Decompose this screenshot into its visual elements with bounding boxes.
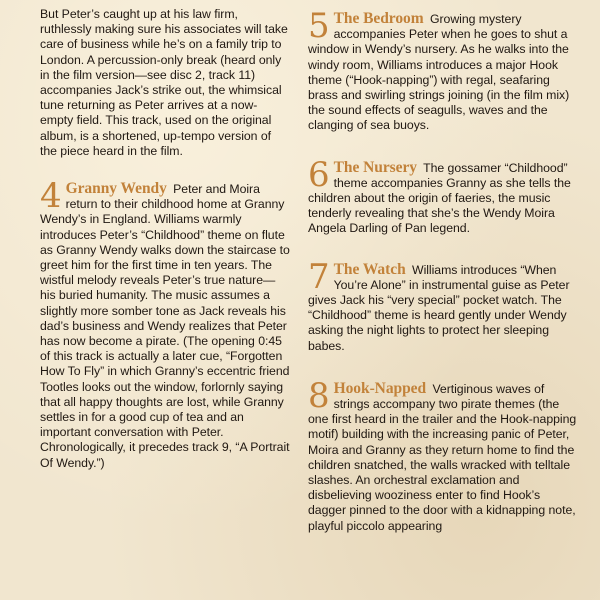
track-7-entry [308, 256, 580, 354]
track-description: Vertiginous waves of strings accompany two pirate themes (the one first heard in the trailer and the Hook-napping motif) building with the increasing panic of Peter, Moira and Granny as they return home to find the children snatched, the walls wracked with telltale slashes. An orchestral exclamation and disbelieving wooziness enter to find Hook’s dagger pinned to the door with a kidnapping note, playful piccolo appearing [308, 381, 577, 533]
track-number: 6 [308, 154, 330, 195]
track-title: The Nursery [333, 158, 417, 176]
track-4-entry [40, 176, 290, 471]
track-6-entry [308, 154, 580, 237]
track-title: Hook-Napped [333, 379, 427, 397]
track-title: The Watch [333, 260, 406, 278]
left-column [40, 0, 290, 471]
track-number: 4 [40, 176, 62, 217]
track-8-entry [308, 375, 580, 534]
track-number: 7 [308, 256, 330, 297]
track-description: Peter and Moira return to their childhood home at Granny Wendy’s in England. Williams warmly introduces Peter’s “Childhood” theme on flute as Granny Wendy walks down the staircase to greet him for the first time in ten years. The wistful melody reveals Peter’s true nature—his buried humanity. The music assumes a slightly more somber tone as Jack reveals his dad’s business and Wendy realizes that Peter has now become a pirate. (The opening 0:45 of this track is actually a later cue, “Forgotten How To Fly” in which Granny’s eccentric friend Tootles looks out the window, forlornly saying that all happy thoughts are lost, while Granny settles in for a good cup of tea and an important conversation with Peter. Chronologically, it precedes track 9, “A Portrait Of Wendy.”) [40, 182, 290, 470]
track-title: The Bedroom [333, 10, 424, 27]
track-description: The gossamer “Childhood” theme accompanies Granny as she tells the children about the origin of faeries, the music tenderly revealing that she’s the Wendy Moira Angela Darling of Pan legend. [308, 160, 571, 236]
track-number: 5 [308, 6, 330, 46]
right-column [308, 0, 580, 534]
track-title: Granny Wendy [65, 180, 167, 198]
track-description: Growing mystery accompanies Peter when he goes to shut a window in Wendy’s nursery. As he walks into the windy room, Williams introduces a major Hook theme (“Hook-napping”) with regal, seafaring brass and swirling strings joining (in the film mix) the sound effects of seagulls, waves and the clanging of sea buoys. [308, 12, 570, 133]
intro-paragraph: But Peter’s caught up at his law firm, ruthlessly making sure his associates will take care of business while he’s on a family trip to London. A percussion-only break (heard only in the film version—see disc 2, track 11) accompanies Jack’s strike out, the whimsical tune returning as Peter arrives at a now-empty field. This track, used on the original album, is a shortened, up-tempo version of the piece heard in the film. [40, 7, 288, 158]
track-number: 8 [308, 375, 330, 416]
track-5-entry [308, 6, 580, 134]
track-description: Williams introduces “When You’re Alone” in instrumental guise as Peter gives Jack his “very special” pocket watch. The “Childhood” theme is heard gently under Wendy asking the night lights to protect her sleeping babes. [308, 262, 570, 353]
